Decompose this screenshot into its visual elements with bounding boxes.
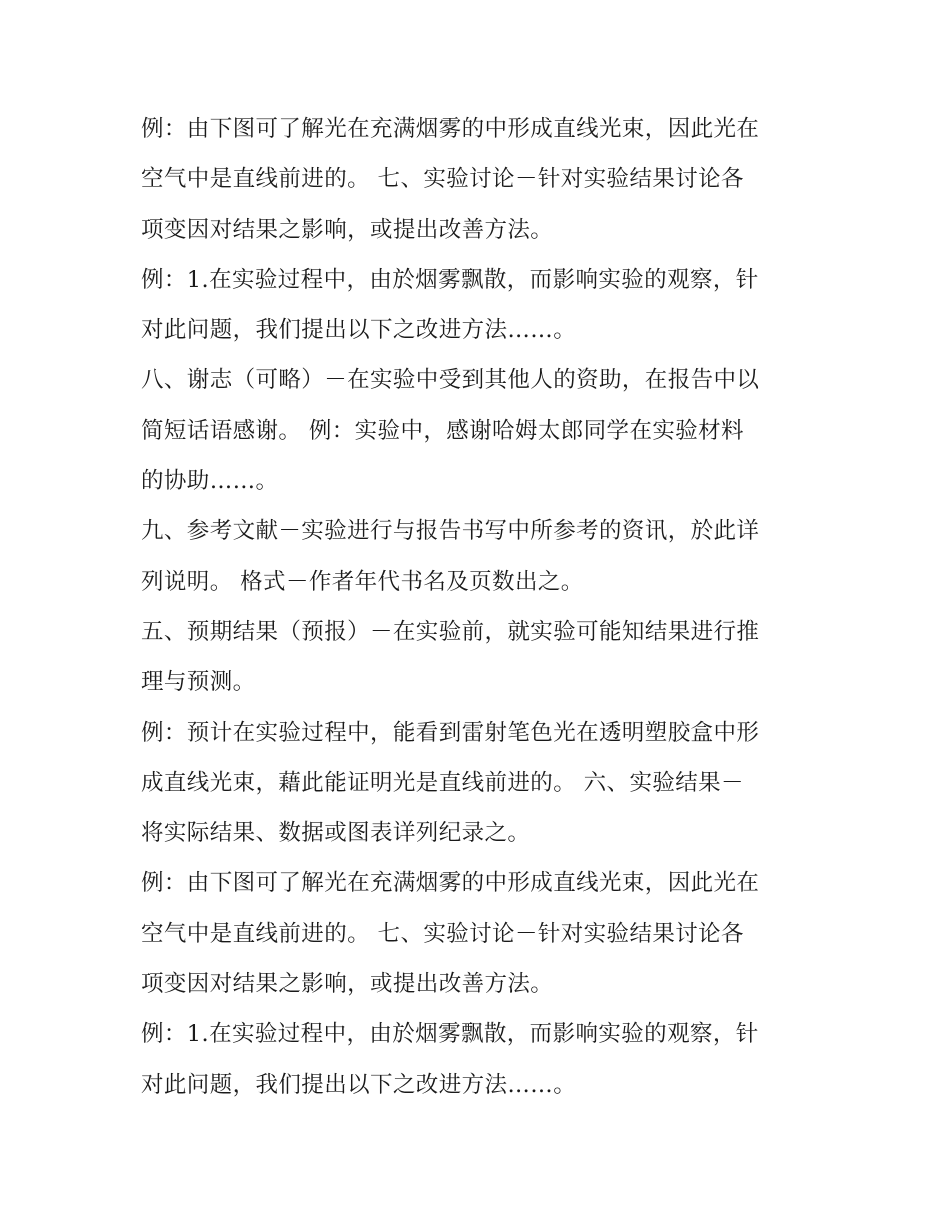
text-line: 项变因对结果之影响，或提出改善方法。 — [141, 971, 554, 998]
text-line: 例：由下图可了解光在充满烟雾的中形成直线光束，因此光在 — [141, 870, 760, 897]
text-line: 对此问题，我们提出以下之改进方法……。 — [141, 1071, 577, 1098]
text-line: 对此问题，我们提出以下之改进方法……。 — [141, 317, 577, 344]
text-line: 理与预测。 — [141, 669, 256, 696]
text-line: 空气中是直线前进的。 七、实验讨论－针对实验结果讨论各 — [141, 920, 744, 947]
text-line: 例：1.在实验过程中，由於烟雾飘散，而影响实验的观察，针 — [141, 1021, 759, 1048]
text-line: 将实际结果、数据或图表详列纪录之。 — [141, 820, 531, 847]
text-line: 例：由下图可了解光在充满烟雾的中形成直线光束，因此光在 — [141, 116, 760, 142]
text-line: 九、参考文献－实验进行与报告书写中所参考的资讯，於此详 — [141, 518, 760, 545]
text-line: 五、预期结果（预报）－在实验前，就实验可能知结果进行推 — [141, 618, 760, 645]
text-line: 项变因对结果之影响，或提出改善方法。 — [141, 216, 554, 243]
text-line: 成直线光束，藉此能证明光是直线前进的。 六、实验结果－ — [141, 769, 744, 796]
text-line: 八、谢志（可略）－在实验中受到其他人的资助，在报告中以 — [141, 367, 760, 394]
text-line: 的协助……。 — [141, 468, 279, 495]
text-line: 简短话语感谢。 例：实验中，感谢哈姆太郎同学在实验材料 — [141, 417, 744, 444]
text-line: 空气中是直线前进的。 七、实验讨论－针对实验结果讨论各 — [141, 166, 744, 193]
text-line: 例：1.在实验过程中，由於烟雾飘散，而影响实验的观察，针 — [141, 266, 759, 293]
text-line: 例：预计在实验过程中，能看到雷射笔色光在透明塑胶盒中形 — [141, 719, 760, 746]
document-body — [141, 104, 821, 1110]
text-line: 列说明。 格式－作者年代书名及页数出之。 — [141, 568, 584, 595]
